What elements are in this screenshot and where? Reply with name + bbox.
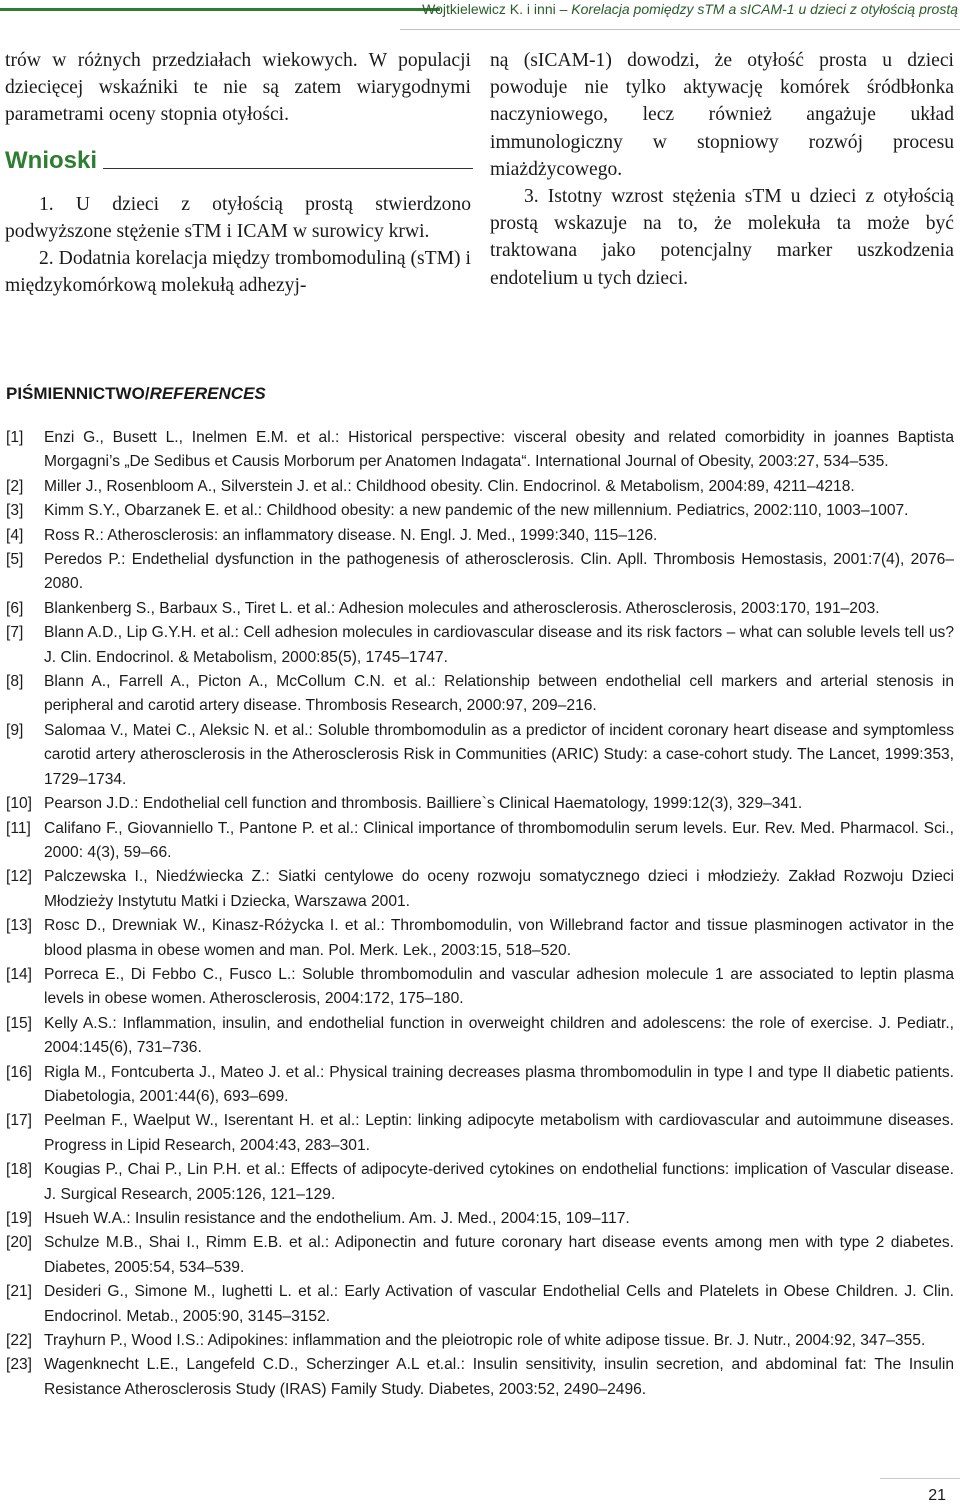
page-number: 21 <box>928 1487 946 1504</box>
section-title-rule <box>103 168 473 169</box>
reference-item <box>6 670 954 719</box>
reference-text: Schulze M.B., Shai I., Rimm E.B. et al.: Adiponectin and future coronary hart disease events among men with type 2 diabetes. Diabetes, 2005:54, 534–539. <box>44 1234 954 1276</box>
reference-item <box>6 1231 954 1280</box>
section-title: Wnioski <box>5 146 98 174</box>
reference-number: [3] <box>6 502 24 520</box>
reference-number: [16] <box>6 1063 33 1081</box>
running-head-text <box>422 1 958 17</box>
references-list <box>6 426 954 1402</box>
reference-number: [11] <box>6 819 31 837</box>
reference-number: [15] <box>6 1014 33 1032</box>
reference-item <box>6 426 954 475</box>
reference-text: Desideri G., Simone M., Iughetti L. et al.: Early Activation of vascular Endothelial Cells and Platelets in Obese Children. J. Clin. Endocrinol. Metab., 2005:90, 3145–3152. <box>44 1283 954 1325</box>
reference-item <box>6 597 954 621</box>
reference-number: [7] <box>6 624 24 642</box>
reference-number: [22] <box>6 1332 33 1350</box>
reference-text: Kimm S.Y., Obarzanek E. et al.: Childhood obesity: a new pandemic of the new millennium. Pediatrics, 2002:110, 1003–1007. <box>44 502 909 520</box>
intro-paragraph: trów w różnych przedziałach wiekowych. W populacji dziecięcej wskaźniki te nie są zatem wiarygodnymi parametrami oceny stopnia otyłości. <box>5 50 471 126</box>
reference-item <box>6 524 954 548</box>
conclusion-3: 3. Istotny wzrost stężenia sTM u dzieci z otyłością prostą wskazuje na to, że molekuła ta może być traktowana jako potencjalny marker uszkodzenia endotelium u tych dzieci. <box>490 186 954 289</box>
reference-item <box>6 548 954 597</box>
reference-item <box>6 1280 954 1329</box>
conclusion-2-end: ną (sICAM-1) dowodzi, że otyłość prosta u dzieci powoduje nie tylko aktywację komórek śródbłonka naczyniowego, lecz również angażuje układ immunologiczny w stopniowy rozwój procesu miażdżycowego. <box>490 50 954 180</box>
reference-number: [12] <box>6 868 33 886</box>
reference-text: Salomaa V., Matei C., Aleksic N. et al.: Soluble thrombomodulin as a predictor of incident coronary heart disease and symptomless carotid artery atherosclerosis in the Atherosclerosis Risk in Communities (ARIC) Study: a case-cohort study. The Lancet, 1999:353, 1729–1734. <box>44 721 954 788</box>
reference-number: [5] <box>6 551 24 569</box>
reference-item <box>6 792 954 816</box>
reference-text: Peelman F., Waelput W., Iserentant H. et al.: Leptin: linking adipocyte metabolism with cardiovascular and autoimmune diseases. Progress in Lipid Research, 2004:43, 283–301. <box>44 1112 954 1154</box>
reference-number: [1] <box>6 429 24 446</box>
reference-item <box>6 719 954 792</box>
left-column <box>5 47 471 299</box>
running-header <box>400 0 960 30</box>
reference-text: Kougias P., Chai P., Lin P.H. et al.: Effects of adipocyte-derived cytokines on endothelial functions: implication of Vascular disease. J. Surgical Research, 2005:126, 121–129. <box>44 1161 954 1203</box>
reference-text: Enzi G., Busett L., Inelmen E.M. et al.: Historical perspective: visceral obesity and related comorbidity in joannes Baptista Morgagni’s „De Sedibus et Causis Morborum per Anatomen Indagata“. International Journal of Obesity, 2003:27, 534–535. <box>44 429 954 471</box>
reference-text: Ross R.: Atherosclerosis: an inflammatory disease. N. Engl. J. Med., 1999:340, 115–126. <box>44 526 658 544</box>
reference-item <box>6 475 954 499</box>
reference-text: Blankenberg S., Barbaux S., Tiret L. et al.: Adhesion molecules and atherosclerosis. Atherosclerosis, 2003:170, 191–203. <box>44 599 880 617</box>
reference-text: Porreca E., Di Febbo C., Fusco L.: Soluble thrombomodulin and vascular adhesion molecule 1 are associated to leptin plasma levels in obese women. Atherosclerosis, 2004:172, 175–180. <box>44 965 954 1008</box>
reference-number: [13] <box>6 917 33 935</box>
reference-number: [10] <box>6 795 33 813</box>
reference-item <box>6 817 954 866</box>
reference-text: Hsueh W.A.: Insulin resistance and the endothelium. Am. J. Med., 2004:15, 109–117. <box>44 1210 630 1227</box>
reference-text: Palczewska I., Niedźwiecka Z.: Siatki centylowe do oceny rozwoju somatycznego dzieci i młodzieży. Zakład Rozwoju Dzieci Młodzieży Instytutu Matki i Dziecka, Warszawa 2001. <box>44 868 954 910</box>
reference-item <box>6 963 954 1012</box>
reference-item <box>6 1109 954 1158</box>
reference-number: [9] <box>6 721 24 739</box>
conclusion-1: 1. U dzieci z otyłością prostą stwierdzono podwyższone stężenie sTM i ICAM w surowicy krwi. <box>5 193 471 242</box>
reference-item <box>6 1012 954 1061</box>
reference-item <box>6 1207 954 1231</box>
reference-text: Rosc D., Drewniak W., Kinasz-Różycka I. et al.: Thrombomodulin, von Willebrand factor and tissue plasminogen activator in the blood plasma in obese women and man. Pol. Merk. Lek., 2003:15, 518–520. <box>44 917 954 959</box>
reference-text: Wagenknecht L.E., Langefeld C.D., Scherzinger A.L et.al.: Insulin sensitivity, insulin secretion, and abdominal fat: The Insulin Resistance Atherosclerosis Study (IRAS) Family Study. Diabetes, 2003:52, 2490–2496. <box>44 1356 954 1398</box>
reference-item <box>6 1353 954 1402</box>
reference-number: [14] <box>6 965 33 983</box>
references-heading-italic: REFERENCES <box>149 384 266 403</box>
reference-text: Rigla M., Fontcuberta J., Mateo J. et al.: Physical training decreases plasma thrombomodulin in type I and type II diabetic patients. Diabetologia, 2001:44(6), 693–699. <box>44 1063 954 1105</box>
reference-item <box>6 865 954 914</box>
reference-number: [23] <box>6 1356 33 1374</box>
reference-text: Miller J., Rosenbloom A., Silverstein J. et al.: Childhood obesity. Clin. Endocrinol. & Metabolism, 2004:89, 4211–4218. <box>44 477 855 495</box>
reference-number: [4] <box>6 526 24 544</box>
reference-number: [8] <box>6 673 24 691</box>
references-heading <box>6 384 266 404</box>
reference-text: Blann A.D., Lip G.Y.H. et al.: Cell adhesion molecules in cardiovascular disease and its risk factors – what can soluble levels tell us? J. Clin. Endocrinol. & Metabolism, 2000:85(5), 1745–1747. <box>44 624 954 666</box>
reference-number: [18] <box>6 1161 33 1179</box>
reference-text: Pearson J.D.: Endothelial cell function and thrombosis. Bailliere`s Clinical Haematology, 1999:12(3), 329–341. <box>44 795 803 813</box>
reference-number: [21] <box>6 1283 33 1301</box>
reference-text: Blann A., Farrell A., Picton A., McCollum C.N. et al.: Relationship between endothelial cell markers and arterial stenosis in peripheral and carotid artery disease. Thrombosis Research, 2000:97, 209–216. <box>44 673 954 715</box>
reference-number: [19] <box>6 1210 33 1227</box>
reference-item <box>6 1329 954 1353</box>
reference-item <box>6 914 954 963</box>
reference-item <box>6 1061 954 1110</box>
reference-text: Trayhurn P., Wood I.S.: Adipokines: inflammation and the pleiotropic role of white adipose tissue. Br. J. Nutr., 2004:92, 347–355. <box>44 1332 926 1350</box>
reference-text: Califano F., Giovanniello T., Pantone P. et al.: Clinical importance of thrombomodulin serum levels. Eur. Rev. Med. Pharmacol. Sci., 2000: 4(3), 59–66. <box>44 819 954 861</box>
right-column <box>490 47 954 292</box>
reference-number: [6] <box>6 599 24 617</box>
conclusion-2-start: 2. Dodatnia korelacja między trombomoduliną (sTM) i międzykomórkową molekułą adhezyj- <box>5 248 471 297</box>
header-authors: Wojtkielewicz K. i inni <box>422 1 556 17</box>
reference-text: Kelly A.S.: Inflammation, insulin, and endothelial function in overweight children and adolescens: the role of exercise. J. Pediatr., 2004:145(6), 731–736. <box>44 1014 954 1057</box>
reference-number: [17] <box>6 1112 33 1130</box>
header-separator: – <box>555 1 572 17</box>
reference-item <box>6 621 954 670</box>
reference-item <box>6 1158 954 1207</box>
reference-number: [20] <box>6 1234 33 1252</box>
reference-number: [2] <box>6 477 24 495</box>
reference-text: Peredos P.: Endethelial dysfunction in the pathogenesis of atherosclerosis. Clin. Apll. Thrombosis Hemostasis, 2001:7(4), 2076–2080. <box>44 551 954 593</box>
reference-item <box>6 499 954 523</box>
header-accent-rule <box>0 8 440 11</box>
header-title: Korelacja pomiędzy sTM a sICAM-1 u dzieci z otyłością prostą <box>571 1 958 17</box>
section-heading <box>5 147 471 175</box>
references-heading-main: PIŚMIENNICTWO/ <box>6 384 150 403</box>
footer-rule <box>880 1478 960 1507</box>
